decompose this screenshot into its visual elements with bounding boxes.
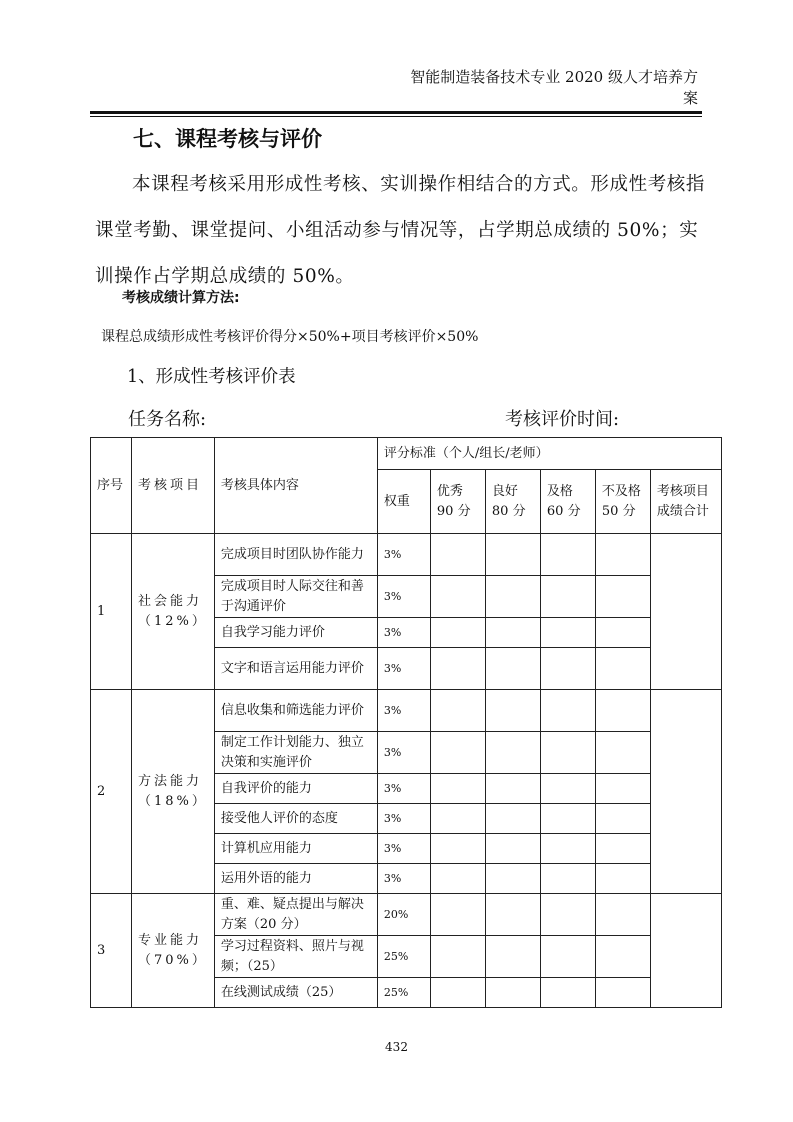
weight-cell: 3%	[377, 804, 430, 834]
score-good-cell[interactable]	[485, 576, 540, 618]
seq-cell: 3	[91, 894, 132, 1008]
total-cell[interactable]	[650, 534, 721, 690]
score-fail-cell[interactable]	[595, 618, 650, 648]
weight-cell: 25%	[377, 936, 430, 978]
score-good-cell[interactable]	[485, 690, 540, 732]
content-cell: 完成项目时人际交往和善于沟通评价	[214, 576, 377, 618]
score-excellent-cell[interactable]	[430, 936, 485, 978]
table-heading: 1、形成性考核评价表	[127, 367, 296, 387]
score-pass-cell[interactable]	[540, 804, 595, 834]
header-content: 考核具体内容	[214, 438, 377, 534]
weight-cell: 3%	[377, 732, 430, 774]
content-cell: 文字和语言运用能力评价	[214, 648, 377, 690]
weight-cell: 3%	[377, 690, 430, 732]
score-pass-cell[interactable]	[540, 576, 595, 618]
weight-cell: 3%	[377, 648, 430, 690]
score-good-cell[interactable]	[485, 936, 540, 978]
content-cell: 信息收集和筛选能力评价	[214, 690, 377, 732]
score-excellent-cell[interactable]	[430, 534, 485, 576]
header-weight: 权重	[377, 470, 430, 534]
score-good-cell[interactable]	[485, 732, 540, 774]
score-excellent-cell[interactable]	[430, 690, 485, 732]
score-good-cell[interactable]	[485, 648, 540, 690]
score-pass-cell[interactable]	[540, 774, 595, 804]
content-cell: 自我评价的能力	[214, 774, 377, 804]
content-cell: 制定工作计划能力、独立决策和实施评价	[214, 732, 377, 774]
header-excellent: 优秀 90 分	[430, 470, 485, 534]
score-fail-cell[interactable]	[595, 936, 650, 978]
weight-cell: 3%	[377, 774, 430, 804]
score-pass-cell[interactable]	[540, 648, 595, 690]
table-row	[91, 534, 722, 576]
running-header: 智能制造装备技术专业 2020 级人才培养方案	[410, 68, 698, 107]
header-item: 考核项目	[132, 438, 215, 534]
score-excellent-cell[interactable]	[430, 978, 485, 1008]
score-excellent-cell[interactable]	[430, 774, 485, 804]
score-excellent-cell[interactable]	[430, 864, 485, 894]
intro-paragraph: 本课程考核采用形成性考核、实训操作相结合的方式。形成性考核指课堂考勤、课堂提问、小组活动参与情况等，占学期总成绩的 50%；实训操作占学期总成绩的 50%。	[95, 174, 706, 287]
total-cell[interactable]	[650, 690, 721, 894]
seq-cell: 2	[91, 690, 132, 894]
total-cell[interactable]	[650, 894, 721, 1008]
score-excellent-cell[interactable]	[430, 576, 485, 618]
score-good-cell[interactable]	[485, 894, 540, 936]
content-cell: 计算机应用能力	[214, 834, 377, 864]
weight-cell: 3%	[377, 864, 430, 894]
score-fail-cell[interactable]	[595, 774, 650, 804]
score-excellent-cell[interactable]	[430, 894, 485, 936]
score-pass-cell[interactable]	[540, 978, 595, 1008]
header-criteria: 评分标准（个人/组长/老师）	[377, 438, 721, 470]
header-rule-thick	[90, 111, 702, 114]
score-fail-cell[interactable]	[595, 804, 650, 834]
task-name-label: 任务名称:	[128, 409, 207, 430]
header-fail: 不及格 50 分	[595, 470, 650, 534]
score-good-cell[interactable]	[485, 864, 540, 894]
score-fail-cell[interactable]	[595, 576, 650, 618]
method-heading: 考核成绩计算方法:	[122, 290, 240, 306]
content-cell: 学习过程资料、照片与视频；（25）	[214, 936, 377, 978]
item-cell: 方法能力（18%）	[132, 690, 215, 894]
header-rule-thin	[90, 116, 702, 117]
seq-cell: 1	[91, 534, 132, 690]
score-good-cell[interactable]	[485, 978, 540, 1008]
score-pass-cell[interactable]	[540, 936, 595, 978]
content-cell: 完成项目时团队协作能力	[214, 534, 377, 576]
grade-formula: 课程总成绩形成性考核评价得分×50%+项目考核评价×50%	[101, 329, 479, 345]
content-cell: 重、难、疑点提出与解决方案（20 分）	[214, 894, 377, 936]
assessment-time-label: 考核评价时间:	[505, 409, 620, 430]
score-pass-cell[interactable]	[540, 864, 595, 894]
weight-cell: 3%	[377, 834, 430, 864]
score-good-cell[interactable]	[485, 804, 540, 834]
score-fail-cell[interactable]	[595, 864, 650, 894]
score-good-cell[interactable]	[485, 534, 540, 576]
assessment-table	[90, 437, 722, 1008]
score-fail-cell[interactable]	[595, 648, 650, 690]
content-cell: 在线测试成绩（25）	[214, 978, 377, 1008]
score-fail-cell[interactable]	[595, 834, 650, 864]
header-good: 良好 80 分	[485, 470, 540, 534]
score-fail-cell[interactable]	[595, 534, 650, 576]
score-fail-cell[interactable]	[595, 690, 650, 732]
section-title: 七、课程考核与评价	[133, 127, 322, 151]
weight-cell: 3%	[377, 618, 430, 648]
weight-cell: 3%	[377, 576, 430, 618]
score-fail-cell[interactable]	[595, 732, 650, 774]
score-excellent-cell[interactable]	[430, 618, 485, 648]
score-excellent-cell[interactable]	[430, 804, 485, 834]
header-pass: 及格 60 分	[540, 470, 595, 534]
score-pass-cell[interactable]	[540, 834, 595, 864]
content-cell: 接受他人评价的态度	[214, 804, 377, 834]
score-fail-cell[interactable]	[595, 894, 650, 936]
score-pass-cell[interactable]	[540, 732, 595, 774]
score-fail-cell[interactable]	[595, 978, 650, 1008]
weight-cell: 20%	[377, 894, 430, 936]
score-excellent-cell[interactable]	[430, 648, 485, 690]
table-row	[91, 894, 722, 936]
table-row	[91, 690, 722, 732]
weight-cell: 25%	[377, 978, 430, 1008]
content-cell: 自我学习能力评价	[214, 618, 377, 648]
score-good-cell[interactable]	[485, 618, 540, 648]
score-good-cell[interactable]	[485, 834, 540, 864]
score-pass-cell[interactable]	[540, 618, 595, 648]
header-seq: 序号	[91, 438, 132, 534]
item-cell: 社会能力（12%）	[132, 534, 215, 690]
item-cell: 专业能力（70%）	[132, 894, 215, 1008]
weight-cell: 3%	[377, 534, 430, 576]
header-total: 考核项目成绩合计	[650, 470, 721, 534]
score-excellent-cell[interactable]	[430, 834, 485, 864]
page-number: 432	[385, 1040, 408, 1054]
score-excellent-cell[interactable]	[430, 732, 485, 774]
score-pass-cell[interactable]	[540, 690, 595, 732]
score-pass-cell[interactable]	[540, 534, 595, 576]
score-good-cell[interactable]	[485, 774, 540, 804]
content-cell: 运用外语的能力	[214, 864, 377, 894]
score-pass-cell[interactable]	[540, 894, 595, 936]
